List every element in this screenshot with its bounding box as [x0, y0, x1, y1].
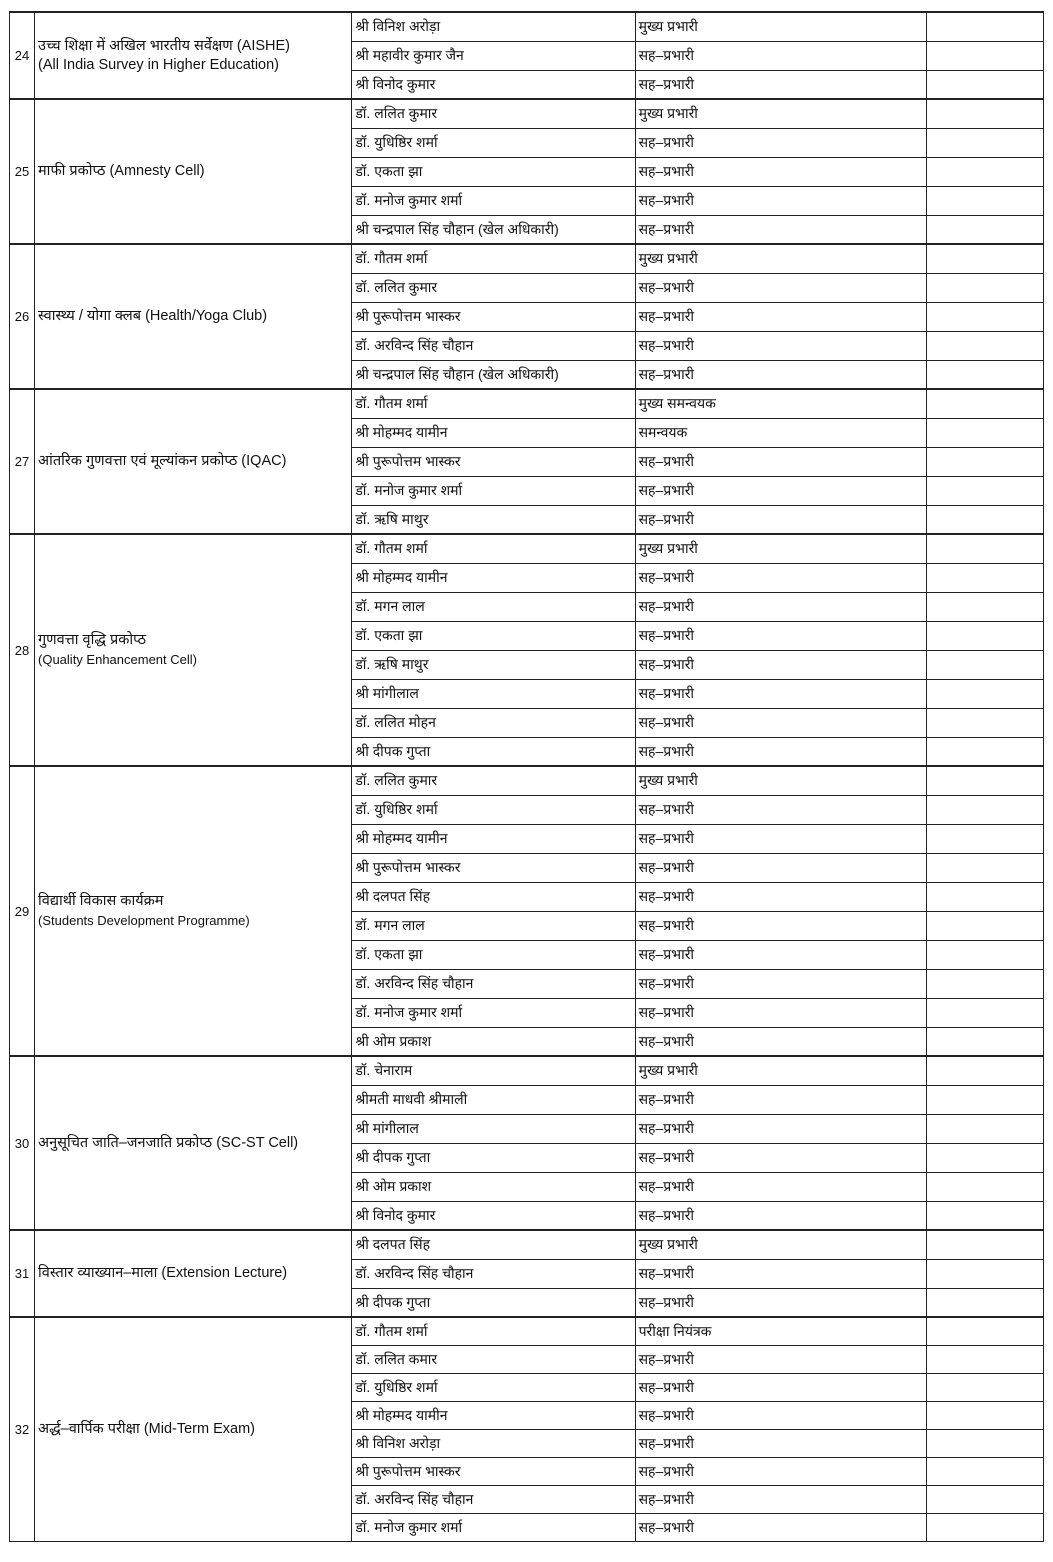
- remarks-cell: [926, 563, 1043, 592]
- member-name: श्री विनोद कुमार: [352, 1201, 635, 1230]
- remarks-cell: [926, 795, 1043, 824]
- remarks-cell: [926, 1056, 1043, 1085]
- member-role: समन्वयक: [635, 418, 926, 447]
- member-name: डॉ. अरविन्द सिंह चौहान: [352, 969, 635, 998]
- remarks-cell: [926, 621, 1043, 650]
- committee-name: [35, 99, 352, 244]
- member-name: श्री ओम प्रकाश: [352, 1172, 635, 1201]
- remarks-cell: [926, 853, 1043, 882]
- remarks-cell: [926, 650, 1043, 679]
- member-role: सह–प्रभारी: [635, 1201, 926, 1230]
- remarks-cell: [926, 708, 1043, 737]
- remarks-cell: [926, 157, 1043, 186]
- member-name: डॉ. युधिष्ठिर शर्मा: [352, 128, 635, 157]
- member-role: सह–प्रभारी: [635, 1485, 926, 1513]
- member-name: डॉ. एकता झा: [352, 157, 635, 186]
- committee-number: 31: [10, 1230, 35, 1317]
- committee-title-line: (Quality Enhancement Cell): [38, 652, 197, 667]
- remarks-cell: [926, 360, 1043, 389]
- remarks-cell: [926, 1230, 1043, 1259]
- remarks-cell: [926, 447, 1043, 476]
- member-role: मुख्य प्रभारी: [635, 244, 926, 273]
- member-name: श्री मोहम्मद यामीन: [352, 563, 635, 592]
- member-role: सह–प्रभारी: [635, 853, 926, 882]
- member-role: सह–प्रभारी: [635, 1457, 926, 1485]
- member-role: परीक्षा नियंत्रक: [635, 1317, 926, 1345]
- remarks-cell: [926, 1429, 1043, 1457]
- committee-title-line: उच्च शिक्षा में अखिल भारतीय सर्वेक्षण (AISHE): [38, 37, 290, 54]
- committee-number: 26: [10, 244, 35, 389]
- member-role: सह–प्रभारी: [635, 70, 926, 99]
- member-role: सह–प्रभारी: [635, 505, 926, 534]
- member-role: सह–प्रभारी: [635, 360, 926, 389]
- table-row: [10, 244, 1044, 273]
- table-row: [10, 766, 1044, 795]
- member-name: श्री विनोद कुमार: [352, 70, 635, 99]
- table-row: [10, 389, 1044, 418]
- member-name: श्रीमती माधवी श्रीमाली: [352, 1085, 635, 1114]
- remarks-cell: [926, 911, 1043, 940]
- member-name: श्री महावीर कुमार जैन: [352, 41, 635, 70]
- remarks-cell: [926, 12, 1043, 41]
- member-name: डॉ. मनोज कुमार शर्मा: [352, 1513, 635, 1541]
- member-name: श्री दलपत सिंह: [352, 1230, 635, 1259]
- remarks-cell: [926, 1085, 1043, 1114]
- member-role: सह–प्रभारी: [635, 795, 926, 824]
- member-role: सह–प्रभारी: [635, 1259, 926, 1288]
- member-role: मुख्य प्रभारी: [635, 534, 926, 563]
- committee-table: [9, 11, 1044, 1542]
- member-role: सह–प्रभारी: [635, 1085, 926, 1114]
- remarks-cell: [926, 1201, 1043, 1230]
- remarks-cell: [926, 1485, 1043, 1513]
- table-row: [10, 1317, 1044, 1345]
- member-role: सह–प्रभारी: [635, 476, 926, 505]
- remarks-cell: [926, 128, 1043, 157]
- remarks-cell: [926, 592, 1043, 621]
- remarks-cell: [926, 1259, 1043, 1288]
- remarks-cell: [926, 505, 1043, 534]
- committee-title-line: विद्यार्थी विकास कार्यक्रम: [38, 893, 164, 909]
- member-name: डॉ. अरविन्द सिंह चौहान: [352, 1259, 635, 1288]
- member-name: डॉ. मनोज कुमार शर्मा: [352, 998, 635, 1027]
- member-name: श्री मोहम्मद यामीन: [352, 418, 635, 447]
- committee-number: 27: [10, 389, 35, 534]
- member-role: सह–प्रभारी: [635, 708, 926, 737]
- member-role: सह–प्रभारी: [635, 215, 926, 244]
- committee-title-line: माफी प्रकोप्ठ (Amnesty Cell): [38, 163, 205, 179]
- remarks-cell: [926, 1143, 1043, 1172]
- member-name: श्री पुरूपोत्तम भास्कर: [352, 302, 635, 331]
- remarks-cell: [926, 882, 1043, 911]
- member-role: सह–प्रभारी: [635, 128, 926, 157]
- remarks-cell: [926, 679, 1043, 708]
- member-role: सह–प्रभारी: [635, 563, 926, 592]
- member-role: सह–प्रभारी: [635, 998, 926, 1027]
- member-role: मुख्य समन्वयक: [635, 389, 926, 418]
- member-name: डॉ. ऋषि माथुर: [352, 650, 635, 679]
- remarks-cell: [926, 1288, 1043, 1317]
- member-name: श्री पुरूपोत्तम भास्कर: [352, 1457, 635, 1485]
- table-row: [10, 1230, 1044, 1259]
- member-name: डॉ. अरविन्द सिंह चौहान: [352, 1485, 635, 1513]
- remarks-cell: [926, 766, 1043, 795]
- member-role: सह–प्रभारी: [635, 1114, 926, 1143]
- member-role: सह–प्रभारी: [635, 882, 926, 911]
- table-row: [10, 534, 1044, 563]
- member-role: सह–प्रभारी: [635, 302, 926, 331]
- remarks-cell: [926, 41, 1043, 70]
- remarks-cell: [926, 824, 1043, 853]
- member-role: सह–प्रभारी: [635, 273, 926, 302]
- committee-name: [35, 1317, 352, 1541]
- remarks-cell: [926, 1027, 1043, 1056]
- member-name: डॉ. एकता झा: [352, 621, 635, 650]
- member-name: डॉ. ऋषि माथुर: [352, 505, 635, 534]
- remarks-cell: [926, 1401, 1043, 1429]
- remarks-cell: [926, 302, 1043, 331]
- remarks-cell: [926, 273, 1043, 302]
- member-role: सह–प्रभारी: [635, 1288, 926, 1317]
- member-name: डॉ. ललित कमार: [352, 1345, 635, 1373]
- remarks-cell: [926, 1317, 1043, 1345]
- committee-name: [35, 534, 352, 766]
- table-row: [10, 1056, 1044, 1085]
- committee-name: [35, 766, 352, 1056]
- remarks-cell: [926, 1373, 1043, 1401]
- member-role: सह–प्रभारी: [635, 1027, 926, 1056]
- member-role: मुख्य प्रभारी: [635, 1230, 926, 1259]
- member-role: सह–प्रभारी: [635, 911, 926, 940]
- remarks-cell: [926, 1114, 1043, 1143]
- remarks-cell: [926, 1345, 1043, 1373]
- committee-number: 29: [10, 766, 35, 1056]
- committee-title-line: अर्द्ध–वार्पिक परीक्षा (Mid-Term Exam): [38, 1420, 255, 1437]
- member-name: डॉ. गौतम शर्मा: [352, 534, 635, 563]
- committee-title-line: (Students Development Programme): [38, 913, 250, 928]
- member-name: डॉ. मगन लाल: [352, 592, 635, 621]
- member-name: डॉ. मगन लाल: [352, 911, 635, 940]
- member-role: सह–प्रभारी: [635, 969, 926, 998]
- member-name: डॉ. मनोज कुमार शर्मा: [352, 476, 635, 505]
- member-role: सह–प्रभारी: [635, 1429, 926, 1457]
- member-name: श्री चन्द्रपाल सिंह चौहान (खेल अधिकारी): [352, 360, 635, 389]
- member-role: मुख्य प्रभारी: [635, 766, 926, 795]
- remarks-cell: [926, 186, 1043, 215]
- member-name: श्री पुरूपोत्तम भास्कर: [352, 447, 635, 476]
- member-role: सह–प्रभारी: [635, 737, 926, 766]
- member-name: डॉ. चेनाराम: [352, 1056, 635, 1085]
- committee-name: [35, 244, 352, 389]
- committee-title-line: विस्तार व्याख्यान–माला (Extension Lecture): [38, 1265, 288, 1281]
- member-name: श्री दीपक गुप्ता: [352, 737, 635, 766]
- member-role: सह–प्रभारी: [635, 940, 926, 969]
- committee-name: [35, 1230, 352, 1317]
- member-role: सह–प्रभारी: [635, 1373, 926, 1401]
- member-name: डॉ. गौतम शर्मा: [352, 389, 635, 418]
- remarks-cell: [926, 1457, 1043, 1485]
- committee-title-line: अनुसूचित जाति–जनजाति प्रकोप्ठ (SC-ST Cell): [38, 1134, 299, 1151]
- remarks-cell: [926, 1172, 1043, 1201]
- member-name: डॉ. मनोज कुमार शर्मा: [352, 186, 635, 215]
- member-role: सह–प्रभारी: [635, 331, 926, 360]
- remarks-cell: [926, 940, 1043, 969]
- member-role: सह–प्रभारी: [635, 41, 926, 70]
- committee-number: 30: [10, 1056, 35, 1230]
- remarks-cell: [926, 331, 1043, 360]
- member-name: डॉ. ललित कुमार: [352, 273, 635, 302]
- member-role: सह–प्रभारी: [635, 621, 926, 650]
- member-name: श्री मांगीलाल: [352, 679, 635, 708]
- remarks-cell: [926, 1513, 1043, 1541]
- table-row: [10, 99, 1044, 128]
- member-name: श्री दलपत सिंह: [352, 882, 635, 911]
- member-name: श्री मोहम्मद यामीन: [352, 1401, 635, 1429]
- member-name: श्री चन्द्रपाल सिंह चौहान (खेल अधिकारी): [352, 215, 635, 244]
- member-name: श्री विनिश अरोड़ा: [352, 12, 635, 41]
- member-name: डॉ. ललित कुमार: [352, 766, 635, 795]
- committee-title-line: आंतरिक गुणवत्ता एवं मूल्यांकन प्रकोप्ठ (IQAC): [38, 453, 287, 469]
- committee-title-line: गुणवत्ता वृद्धि प्रकोप्ठ: [38, 632, 146, 648]
- remarks-cell: [926, 215, 1043, 244]
- member-role: सह–प्रभारी: [635, 1345, 926, 1373]
- member-name: डॉ. गौतम शर्मा: [352, 1317, 635, 1345]
- committee-title-line: (All India Survey in Higher Education): [38, 56, 279, 73]
- committee-name: [35, 12, 352, 99]
- member-role: सह–प्रभारी: [635, 186, 926, 215]
- member-name: डॉ. अरविन्द सिंह चौहान: [352, 331, 635, 360]
- member-name: श्री पुरूपोत्तम भास्कर: [352, 853, 635, 882]
- member-name: श्री मोहम्मद यामीन: [352, 824, 635, 853]
- committee-table-body: [10, 12, 1044, 1541]
- committee-number: 32: [10, 1317, 35, 1541]
- member-name: श्री मांगीलाल: [352, 1114, 635, 1143]
- member-role: मुख्य प्रभारी: [635, 12, 926, 41]
- remarks-cell: [926, 70, 1043, 99]
- committee-number: 25: [10, 99, 35, 244]
- member-name: श्री दीपक गुप्ता: [352, 1143, 635, 1172]
- remarks-cell: [926, 389, 1043, 418]
- remarks-cell: [926, 737, 1043, 766]
- member-role: सह–प्रभारी: [635, 157, 926, 186]
- member-role: सह–प्रभारी: [635, 1172, 926, 1201]
- member-name: डॉ. युधिष्ठिर शर्मा: [352, 795, 635, 824]
- member-name: डॉ. गौतम शर्मा: [352, 244, 635, 273]
- member-name: डॉ. ललित मोहन: [352, 708, 635, 737]
- member-role: मुख्य प्रभारी: [635, 99, 926, 128]
- member-name: डॉ. युधिष्ठिर शर्मा: [352, 1373, 635, 1401]
- member-role: सह–प्रभारी: [635, 1513, 926, 1541]
- member-name: श्री दीपक गुप्ता: [352, 1288, 635, 1317]
- member-name: श्री विनिश अरोड़ा: [352, 1429, 635, 1457]
- member-role: मुख्य प्रभारी: [635, 1056, 926, 1085]
- remarks-cell: [926, 99, 1043, 128]
- remarks-cell: [926, 476, 1043, 505]
- member-role: सह–प्रभारी: [635, 1143, 926, 1172]
- committee-name: [35, 1056, 352, 1230]
- member-role: सह–प्रभारी: [635, 650, 926, 679]
- remarks-cell: [926, 418, 1043, 447]
- member-name: डॉ. ललित कुमार: [352, 99, 635, 128]
- remarks-cell: [926, 998, 1043, 1027]
- remarks-cell: [926, 969, 1043, 998]
- member-role: सह–प्रभारी: [635, 679, 926, 708]
- remarks-cell: [926, 534, 1043, 563]
- member-name: डॉ. एकता झा: [352, 940, 635, 969]
- member-role: सह–प्रभारी: [635, 592, 926, 621]
- member-role: सह–प्रभारी: [635, 447, 926, 476]
- committee-name: [35, 389, 352, 534]
- committee-number: 28: [10, 534, 35, 766]
- committee-number: 24: [10, 12, 35, 99]
- remarks-cell: [926, 244, 1043, 273]
- member-role: सह–प्रभारी: [635, 824, 926, 853]
- member-name: श्री ओम प्रकाश: [352, 1027, 635, 1056]
- table-row: [10, 12, 1044, 41]
- member-role: सह–प्रभारी: [635, 1401, 926, 1429]
- committee-title-line: स्वास्थ्य / योगा क्लब (Health/Yoga Club): [38, 308, 268, 324]
